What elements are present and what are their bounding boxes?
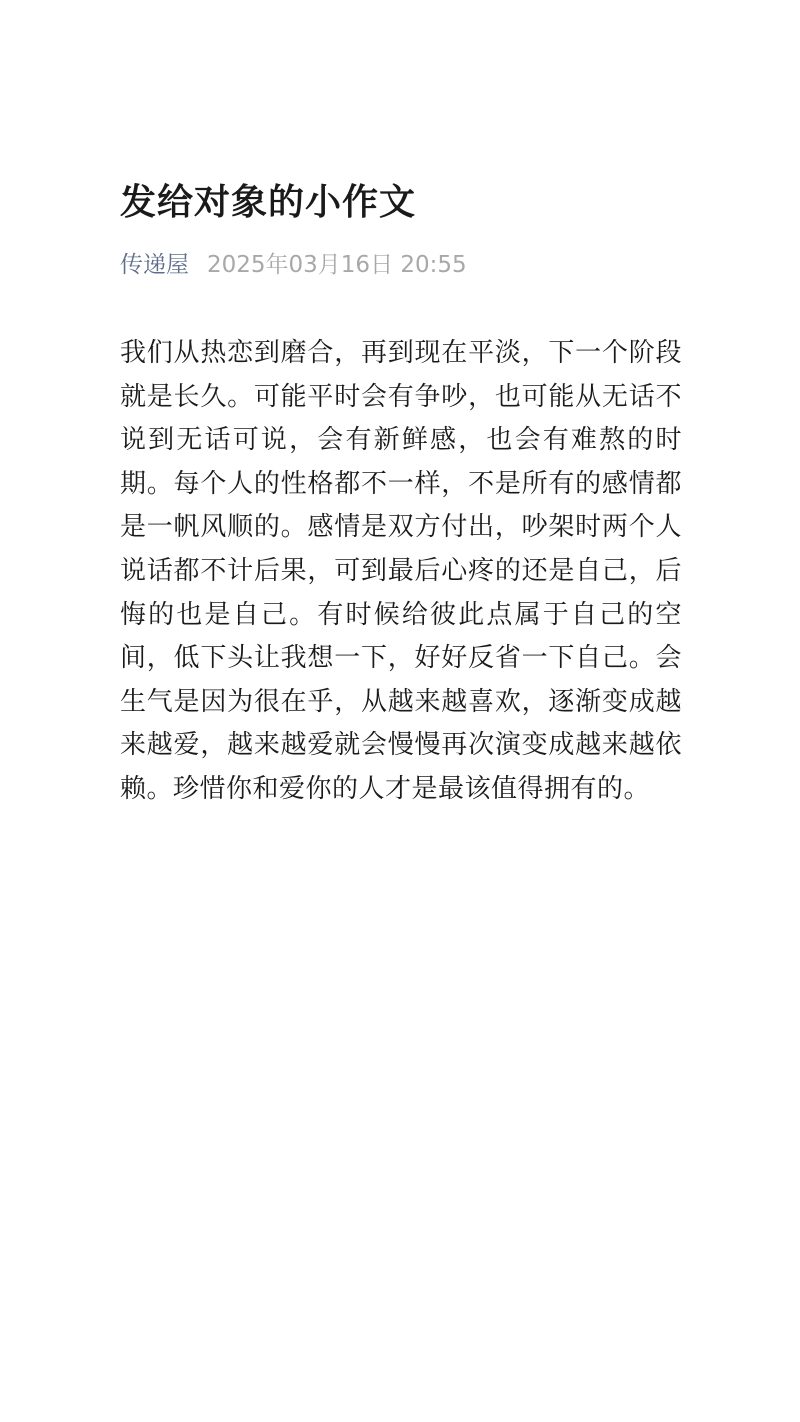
article-title: 发给对象的小作文 bbox=[120, 182, 417, 223]
article bbox=[120, 178, 682, 812]
article-meta bbox=[120, 250, 682, 280]
publish-datetime: 2025年03月16日 20:55 bbox=[207, 252, 467, 278]
article-body: 我们从热恋到磨合，再到现在平淡，下一个阶段就是长久。可能平时会有争吵，也可能从无话不说到无话可说，会有新鲜感，也会有难熬的时期。每个人的性格都不一样，不是所有的感情都是一帆风顺的。感情是双方付出，吵架时两个人说话都不计后果，可到最后心疼的还是自己，后悔的也是自己。有时候给彼此点属于自己的空间，低下头让我想一下，好好反省一下自己。会生气是因为很在乎，从越来越喜欢，逐渐变成越来越爱，越来越爱就会慢慢再次演变成越来越依赖。珍惜你和爱你的人才是最该值得拥有的。 bbox=[120, 338, 682, 804]
author-name[interactable]: 传递屋 bbox=[120, 252, 189, 278]
